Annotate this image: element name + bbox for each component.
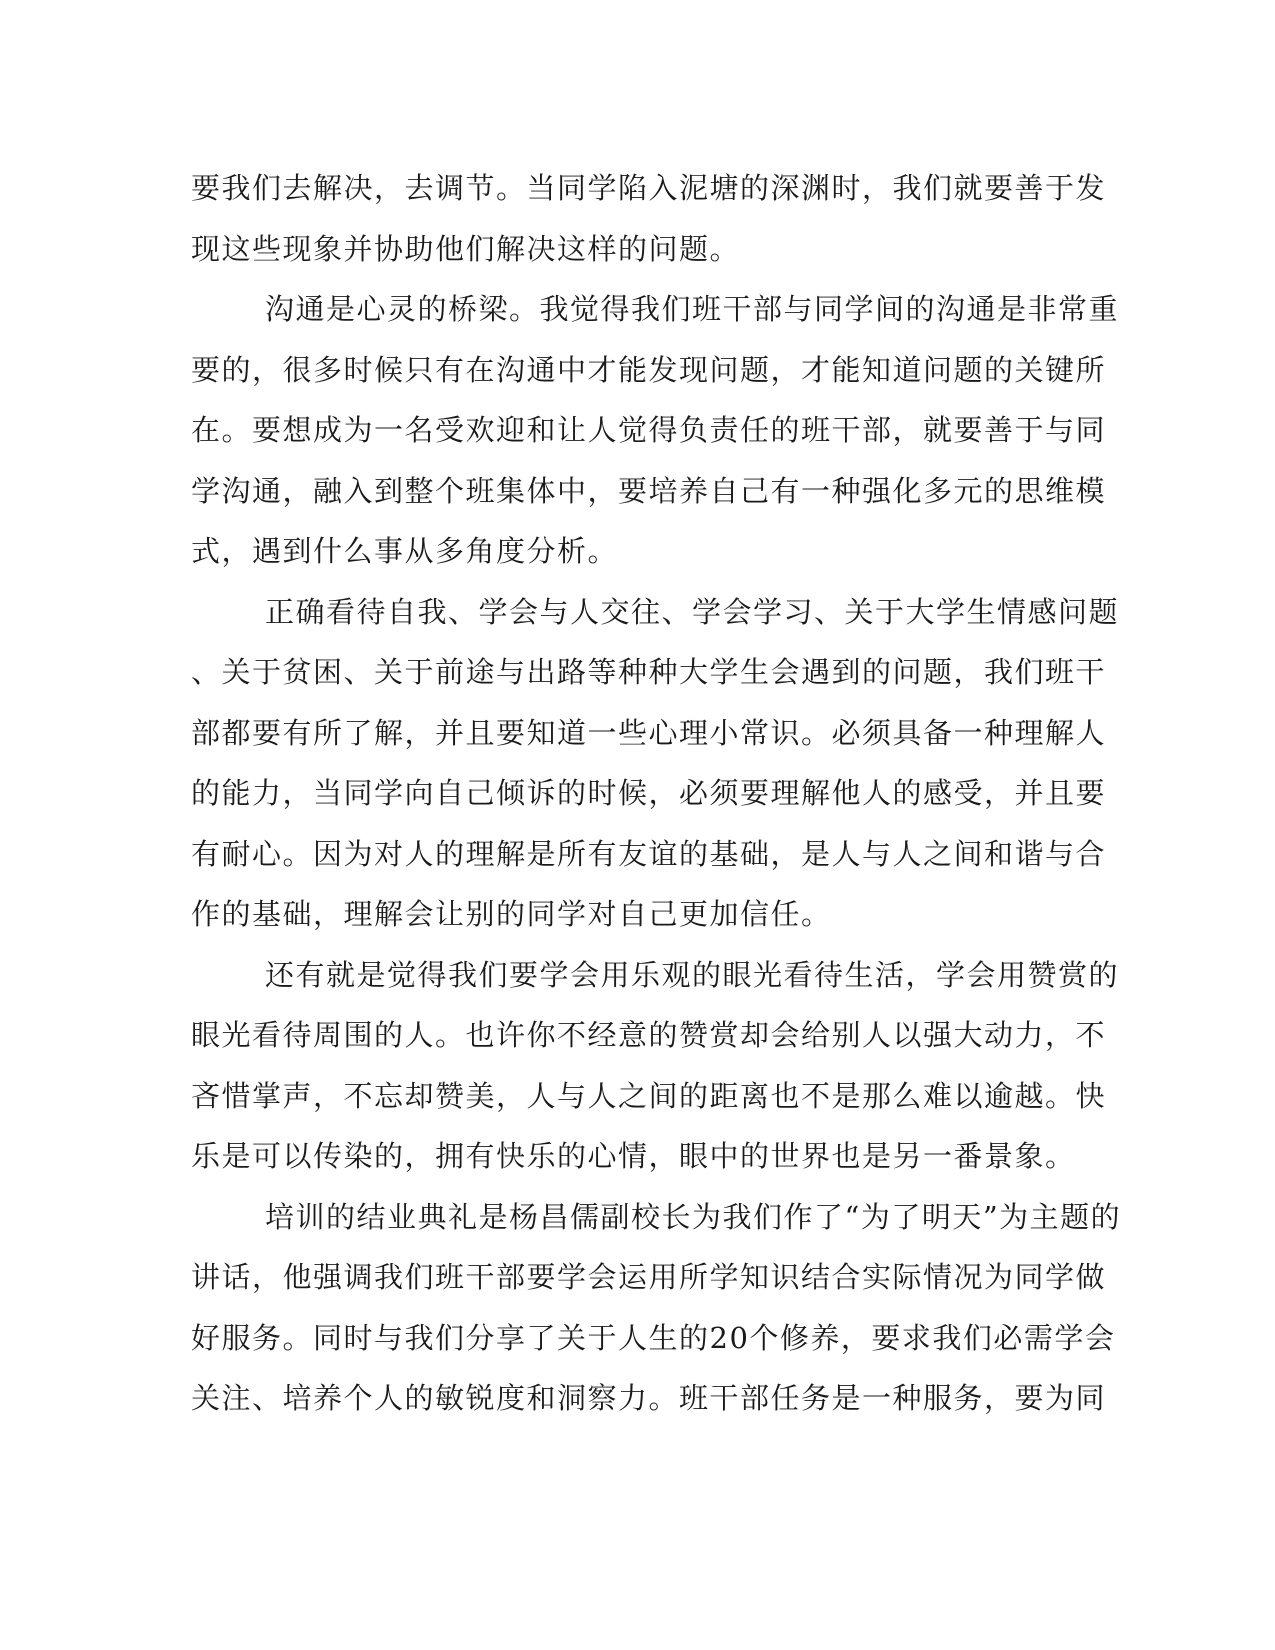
- text-line: 部都要有所了解，并且要知道一些心理小常识。必须具备一种理解人: [191, 715, 1107, 750]
- text-line: 式，遇到什么事从多角度分析。: [191, 534, 619, 568]
- paragraph-start-line: 正确看待自我、学会与人交往、学会学习、关于大学生情感问题: [265, 594, 1120, 629]
- text-line: 乐是可以传染的，拥有快乐的心情，眼中的世界也是另一番景象。: [191, 1139, 1076, 1173]
- text-line: 有耐心。因为对人的理解是所有友谊的基础，是人与人之间和谐与合: [191, 836, 1107, 871]
- text-line: 吝惜掌声，不忘却赞美，人与人之间的距离也不是那么难以逾越。快: [191, 1078, 1107, 1113]
- text-line: 好服务。同时与我们分享了关于人生的20个修养，要求我们必需学会: [191, 1320, 1116, 1355]
- text-line: 关注、培养个人的敏锐度和洞察力。班干部任务是一种服务，要为同: [191, 1381, 1107, 1415]
- text-line: 要我们去解决，去调节。当同学陷入泥塘的深渊时，我们就要善于发: [191, 171, 1107, 205]
- paragraph-start-line: 沟通是心灵的桥梁。我觉得我们班干部与同学间的沟通是非常重: [265, 292, 1120, 326]
- text-line: 、关于贫困、关于前途与出路等种种大学生会遇到的问题，我们班干: [191, 655, 1107, 689]
- body-text: [191, 158, 1122, 1429]
- text-line: 眼光看待周围的人。也许你不经意的赞赏却会给别人以强大动力，不: [191, 1018, 1107, 1052]
- text-line: 现这些现象并协助他们解决这样的问题。: [191, 231, 741, 266]
- text-line: 要的，很多时候只有在沟通中才能发现问题，才能知道问题的关键所: [191, 352, 1107, 387]
- text-line: 作的基础，理解会让别的同学对自己更加信任。: [191, 897, 832, 931]
- text-line: 学沟通，融入到整个班集体中，要培养自己有一种强化多元的思维模: [191, 473, 1107, 508]
- text-line: 在。要想成为一名受欢迎和让人觉得负责任的班干部，就要善于与同: [191, 413, 1107, 447]
- text-line: 讲话，他强调我们班干部要学会运用所学知识结合实际情况为同学做: [191, 1260, 1107, 1294]
- text-line: 的能力，当同学向自己倾诉的时候，必须要理解他人的感受，并且要: [191, 776, 1107, 810]
- paragraph-start-line: 还有就是觉得我们要学会用乐观的眼光看待生活，学会用赞赏的: [265, 957, 1120, 992]
- paragraph-start-line: 培训的结业典礼是杨昌儒副校长为我们作了“为了明天”为主题的: [265, 1199, 1122, 1234]
